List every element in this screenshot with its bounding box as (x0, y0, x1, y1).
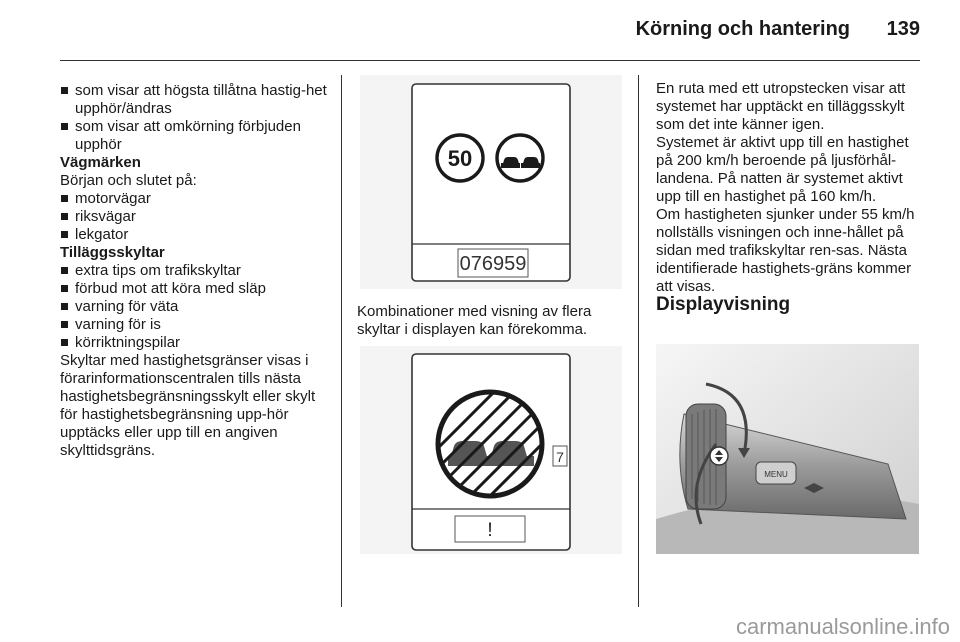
bullet-item: som visar att högsta tillåtna hastig-het upphör/ändras (60, 82, 330, 118)
bullet-item: extra tips om trafikskyltar (60, 262, 330, 280)
page-title: Körning och hantering (635, 18, 850, 40)
speed-limit-sign-icon (437, 135, 483, 181)
bullet-item: motorvägar (60, 190, 330, 208)
watermark: carmanualsonline.info (735, 614, 950, 639)
indicator-stalk-illustration (656, 344, 919, 554)
bullet-item: varning för is (60, 316, 330, 334)
bullet-item: körriktningspilar (60, 334, 330, 352)
bullet-item: varning för väta (60, 298, 330, 316)
figure-end-no-overtaking (360, 346, 622, 554)
figure-indicator-stalk (656, 344, 919, 554)
speed-limit-value: 50 (447, 146, 473, 171)
closing-paragraph: Skyltar med hastighetsgränser visas i förarinformationscentralen tills nästa hastighetsbegränsningsskylt eller skylt för hastighetsbegränsning upp-hör upptäcks eller upp till en angiven skylttidsgräns. (60, 352, 316, 459)
no-overtaking-sign-icon (497, 135, 543, 181)
bullet-item: lekgator (60, 226, 330, 244)
bullet-item: riksvägar (60, 208, 330, 226)
header-rule (60, 60, 920, 61)
road-signs-heading: Vägmärken (60, 154, 141, 171)
column-divider-right (638, 75, 639, 607)
paragraph: En ruta med ett utropstecken visar att systemet har upptäckt en tilläggsskylt som det inte känner igen. (656, 80, 906, 133)
figure-sign-display (360, 75, 622, 289)
page-number: 139 (886, 18, 920, 40)
end-no-overtaking-illustration (360, 346, 622, 554)
supplementary-heading: Tilläggsskyltar (60, 244, 165, 261)
side-mark (553, 446, 567, 466)
sign-display-illustration (360, 75, 622, 289)
section-title: Displayvisning (656, 294, 791, 315)
road-signs-intro: Början och slutet på: (60, 172, 197, 189)
menu-button-label: MENU (764, 470, 788, 479)
svg-text:7: 7 (556, 449, 564, 465)
bullet-item: förbud mot att köra med släp (60, 280, 330, 298)
thumbwheel-icon (710, 447, 728, 465)
paragraph: Systemet är aktivt upp till en hastighet på 200 km/h beroende på ljusförhål-landena. På natten är systemet aktivt upp till en hastighet på 160 km/h. (656, 134, 909, 205)
column-divider-left (341, 75, 342, 607)
bullet-item: som visar att omkörning förbjuden upphör (60, 118, 330, 154)
figure-code: 076959 (459, 253, 527, 275)
left-column (60, 82, 330, 460)
figure-caption: Kombinationer med visning av flera skyltar i displayen kan förekomma. (357, 303, 592, 338)
exclamation-icon: ! (487, 520, 493, 541)
right-column (656, 80, 924, 314)
paragraph: Om hastigheten sjunker under 55 km/h nollställs visningen och inne-hållet på sidan med trafikskyltar ren-sas. Nästa identifierade hastighets-gräns kommer att visas. (656, 206, 915, 295)
